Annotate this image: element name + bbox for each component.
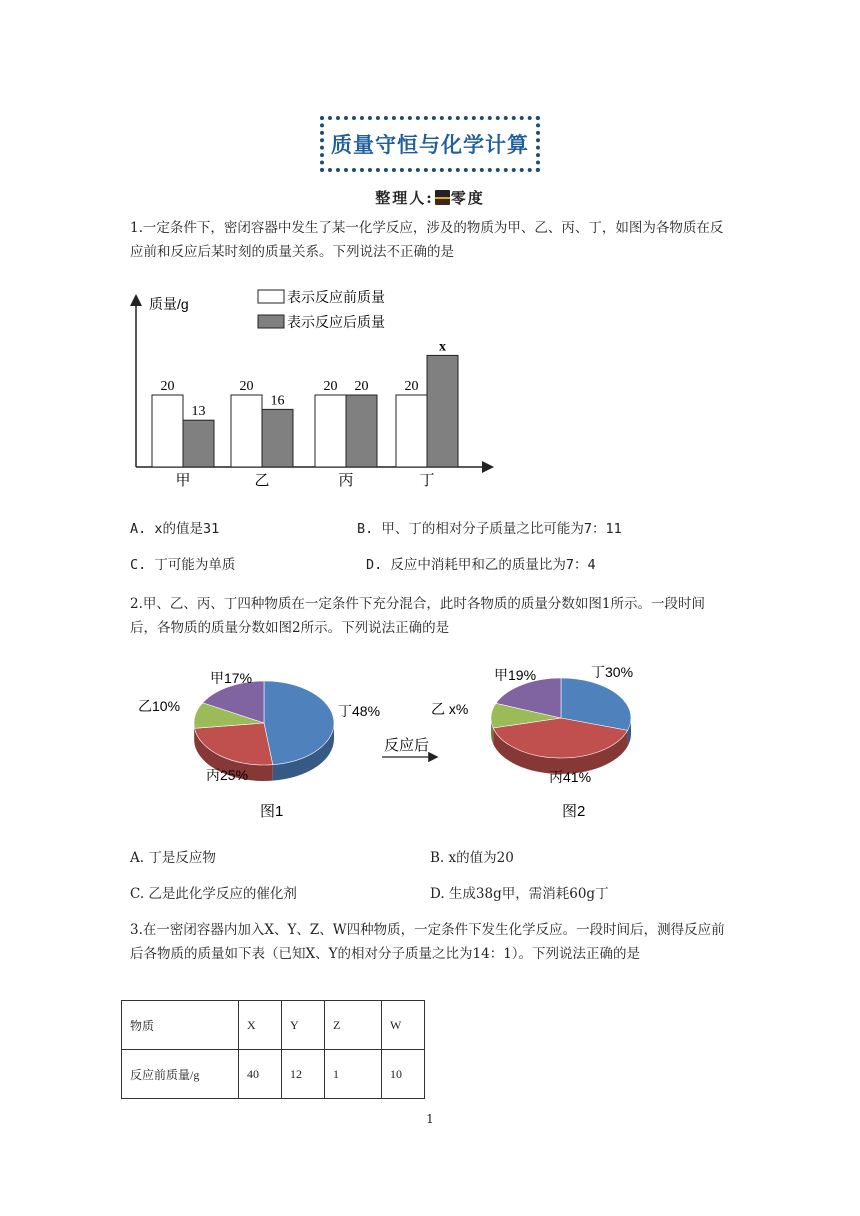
pie-slice-label: 丙41%	[549, 769, 592, 785]
author-name: 零度	[450, 189, 485, 207]
bar-data-label: 20	[160, 379, 175, 394]
bar-data-label: 16	[270, 393, 285, 409]
y-axis-label: 质量/g	[149, 296, 189, 312]
table-cell: X	[239, 1001, 282, 1050]
x-tick-label: 丁	[419, 472, 435, 489]
pie-slice-label: 丁30%	[591, 664, 634, 680]
x-tick-label: 甲	[175, 472, 191, 489]
x-tick-label: 乙	[254, 472, 270, 489]
q1-stem: 1.一定条件下，密闭容器中发生了某一化学反应，涉及的物质为甲、乙、丙、丁，如图为各物质在反应前和反应后某时刻的质量关系。下列说法不正确的是	[130, 220, 724, 260]
table-cell: Z	[325, 1001, 382, 1050]
pie-slice-label: 甲19%	[494, 667, 537, 683]
author-label: 整理人:	[375, 189, 434, 207]
table-row	[122, 1050, 425, 1099]
bar-data-label: 20	[354, 379, 369, 394]
x-tick-label: 丙	[338, 472, 354, 489]
bar-after	[346, 395, 377, 467]
pie-chart-1	[138, 670, 380, 783]
pie-slice-label: 甲17%	[210, 670, 253, 686]
q2-option-b: B. x的值为20	[430, 850, 514, 866]
q2-option-c: C. 乙是此化学反应的催化剂	[130, 886, 297, 902]
bar-before	[396, 395, 427, 467]
q1-option-a: A. x的值是31	[130, 521, 220, 537]
pie-slice-label: 丙25%	[206, 767, 249, 783]
q1-option-c: C. 丁可能为单质	[130, 557, 236, 573]
page-title	[320, 116, 540, 172]
legend-label-after: 表示反应后质量	[287, 314, 385, 330]
bar-after	[427, 355, 458, 467]
author-line	[0, 187, 860, 208]
reaction-arrow-label: 反应后	[384, 737, 430, 754]
page-number: 1	[426, 1112, 434, 1126]
pie-slice-label: 乙10%	[138, 698, 181, 714]
bar-before	[315, 395, 346, 467]
table-cell: W	[382, 1001, 425, 1050]
q2-option-a: A. 丁是反应物	[130, 850, 216, 866]
legend-swatch-after	[258, 315, 284, 328]
table-cell: 1	[325, 1050, 382, 1099]
table-cell: 12	[282, 1050, 325, 1099]
q3-stem: 3.在一密闭容器内加入X、Y、Z、W四种物质，一定条件下发生化学反应。一段时间后，测得反应前后各物质的质量如下表（已知X、Y的相对分子质量之比为14：1）。下列说法正确的是	[130, 922, 725, 962]
table-cell: 10	[382, 1050, 425, 1099]
sunset-icon	[435, 190, 450, 205]
bar-after	[183, 420, 214, 467]
q1-option-b: B. 甲、丁的相对分子质量之比可能为7：11	[357, 521, 622, 537]
pie-slice-label: 丁48%	[338, 703, 381, 719]
q1-bar-chart	[125, 285, 505, 495]
legend-label-before: 表示反应前质量	[287, 289, 385, 305]
table-cell: Y	[282, 1001, 325, 1050]
table-header-row	[122, 1001, 425, 1050]
q3-data-table	[121, 1000, 425, 1099]
bar-data-label: 20	[239, 379, 254, 394]
bar-data-label: x	[439, 339, 446, 355]
table-cell: 40	[239, 1050, 282, 1099]
q2-stem: 2.甲、乙、丙、丁四种物质在一定条件下充分混合，此时各物质的质量分数如图1所示。一段时间后，各物质的质量分数如图2所示。下列说法正确的是	[130, 596, 705, 636]
figure-2-caption: 图2	[562, 803, 586, 820]
q1-option-d: D. 反应中消耗甲和乙的质量比为7：4	[366, 557, 596, 573]
pie-chart-2	[431, 664, 633, 785]
page-title-text: 质量守恒与化学计算	[331, 132, 529, 157]
bar-after	[262, 409, 293, 467]
q2-pie-figures	[130, 655, 650, 830]
q2-option-d: D. 生成38g甲，需消耗60g丁	[430, 886, 609, 902]
bar-data-label: 20	[323, 379, 338, 394]
legend-swatch-before	[258, 290, 284, 303]
bar-before	[231, 395, 262, 467]
table-cell: 反应前质量/g	[122, 1050, 239, 1099]
table-cell: 物质	[122, 1001, 239, 1050]
bar-data-label: 20	[404, 379, 419, 394]
figure-1-caption: 图1	[260, 803, 284, 820]
bar-before	[152, 395, 183, 467]
bar-data-label: 13	[191, 404, 206, 420]
pie-slice-label: 乙 x%	[431, 701, 469, 717]
